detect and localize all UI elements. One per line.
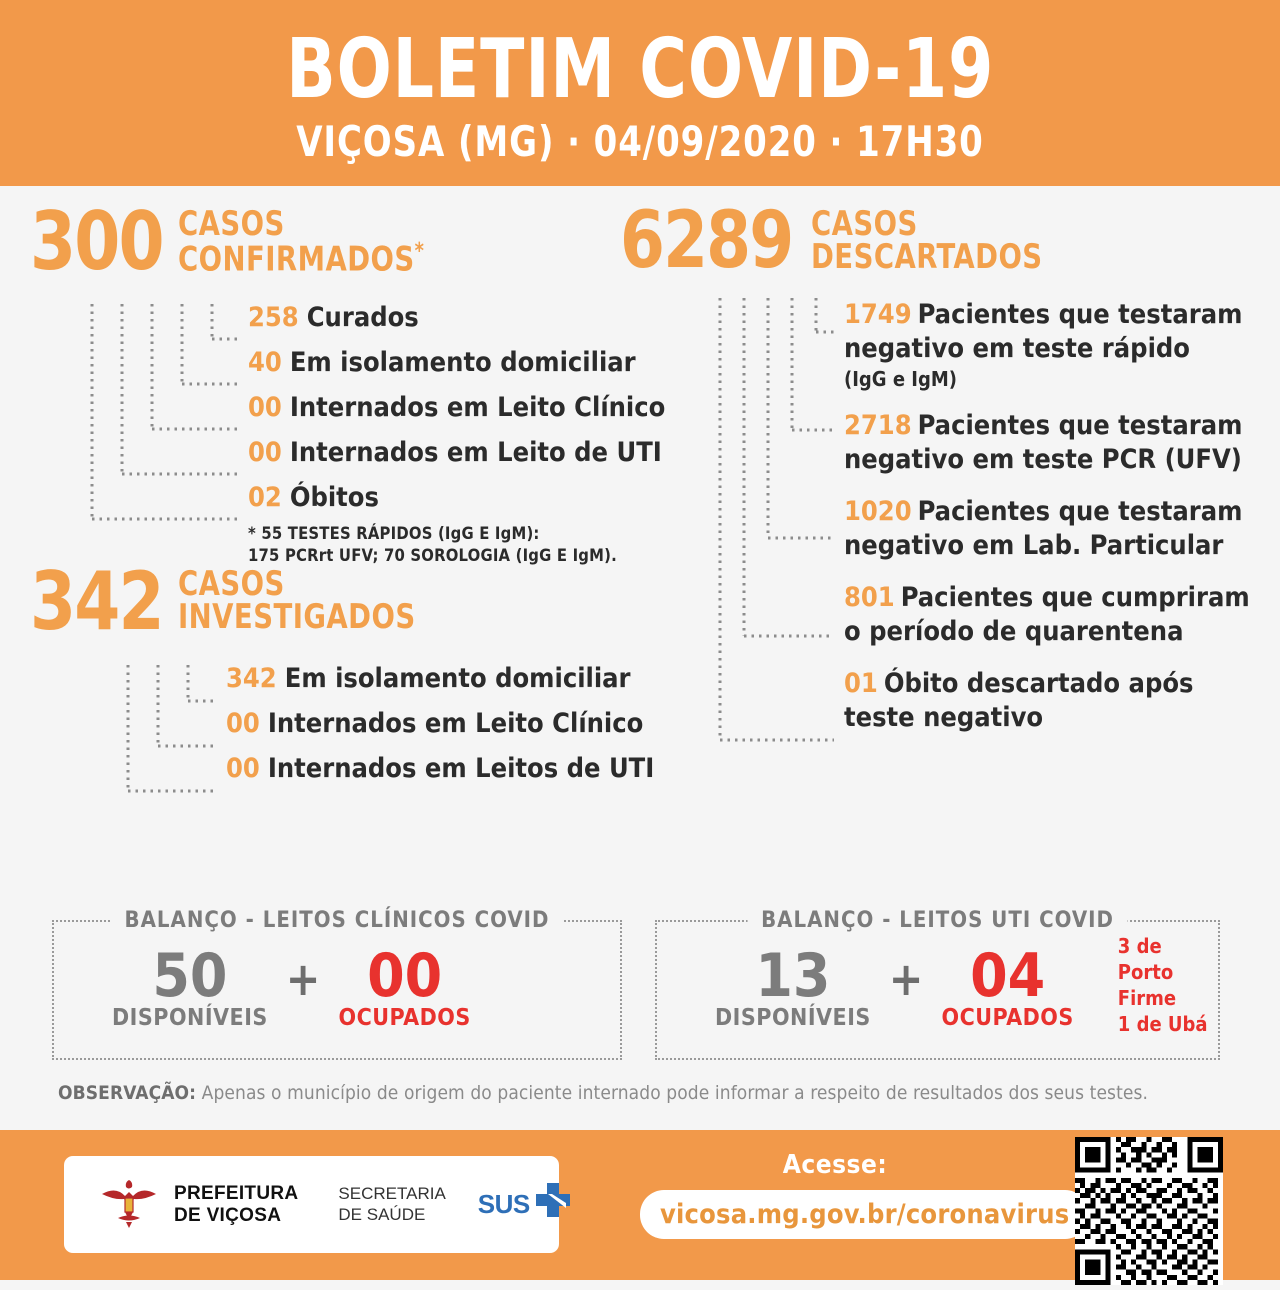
uti-available-label: DISPONÍVEIS [715,1005,871,1031]
item-label: Pacientes que testaram negativo em teste PCR (UFV) [844,410,1243,476]
observation-text: Apenas o município de origem do paciente internado pode informar a respeito de resultados dos seus testes. [196,1082,1149,1104]
list-item [248,392,666,423]
plus-sign: + [285,952,321,1006]
investigated-label-line2: INVESTIGADOS [178,597,416,638]
item-number: 40 [248,347,282,378]
item-label: Pacientes que cumpriram o período de quarentena [844,582,1250,648]
item-label: Internados em Leito Clínico [289,392,666,423]
website-url[interactable]: vicosa.mg.gov.br/coronavirus [660,1199,1070,1230]
list-item [248,304,630,331]
discarded-label-line2: DESCARTADOS [811,237,1043,278]
balance-uti-row [657,922,1218,1058]
clinic-occupied-label: OCUPADOS [338,1005,471,1031]
balance-clinic-row [54,922,620,1058]
sus-text: SUS [477,1189,530,1219]
item-label: Óbito descartado após teste negativo [844,667,1194,733]
list-item [844,581,1260,649]
item-number: 00 [248,437,282,468]
confirmed-label-line1: CASOS [178,204,286,244]
left-column [30,195,666,825]
list-item [248,484,630,511]
vicosa-coat-of-arms-icon [98,1176,160,1234]
item-number: 342 [226,663,277,694]
list-item [248,347,636,378]
website-callout [640,1150,1070,1239]
discarded-heading [620,196,1260,286]
uti-note-line-2: 1 de Ubá [1117,1012,1208,1036]
prefeitura-label [174,1183,298,1226]
item-label: Pacientes que testaram negativo em Lab. Particular [844,496,1243,562]
confirmed-asterisk: * [414,239,425,265]
list-item [226,753,655,784]
list-item [248,437,662,468]
balance-clinic-beds-box [52,908,622,1060]
list-item [844,409,1260,477]
clinic-available [112,941,268,1031]
uti-origin-note [1118,933,1218,1037]
discarded-bracket-lines [620,298,880,858]
uti-occupied [941,941,1074,1031]
list-item [844,667,1260,735]
secretaria-line-1: SECRETARIA [338,1184,446,1204]
item-number: 02 [248,482,282,513]
website-url-pill[interactable] [640,1190,1089,1239]
balance-uti-beds-box [655,908,1220,1060]
acesse-label: Acesse: [782,1150,888,1180]
investigated-label [178,564,416,638]
balance-clinic-title: BALANÇO - LEITOS CLÍNICOS COVID [111,908,564,933]
sus-logo [478,1181,574,1228]
footnote-line-1: * 55 TESTES RÁPIDOS (IgG E IgM): [248,524,540,543]
uti-occupied-label: OCUPADOS [941,1005,1074,1031]
footnote-line-2: 175 PCRrt UFV; 70 SOROLOGIA (IgG E IgM). [248,546,617,566]
confirmed-label [178,204,425,280]
page-header [0,0,1280,186]
item-label: Em isolamento domiciliar [284,663,631,694]
item-number: 258 [248,302,299,333]
investigated-total: 342 [30,555,163,648]
qr-code[interactable] [1075,1137,1223,1285]
item-sublabel: (IgG e IgM) [844,366,957,391]
confirmed-label-line2: CONFIRMADOS [178,239,415,280]
clinic-available-label: DISPONÍVEIS [112,1005,268,1031]
list-item [226,708,644,739]
list-item [844,298,1260,391]
confirmed-footnote [248,523,630,568]
clinic-occupied [338,941,471,1031]
right-column [620,196,1260,858]
item-number: 00 [226,708,260,739]
investigated-branch [30,663,655,825]
confirmed-branch [30,302,666,566]
investigated-label-line1: CASOS [178,564,286,604]
prefeitura-line-1: PREFEITURA [174,1183,299,1205]
discarded-items [844,298,1260,735]
item-label: Internados em Leito Clínico [267,708,644,739]
item-number: 1749 [844,299,912,331]
item-number: 00 [248,392,282,423]
list-item [844,495,1260,563]
secretaria-line-2: DE SAÚDE [338,1204,426,1224]
confirmed-total: 300 [30,195,163,288]
observation-note [58,1082,1238,1104]
item-label: Óbitos [289,482,379,513]
confirmed-cases-block [30,195,666,566]
list-item [226,665,630,692]
item-number: 2718 [844,410,912,442]
item-label: Internados em Leito de UTI [289,437,662,468]
clinic-occupied-value: 00 [367,941,443,1011]
confirmed-items [248,302,666,568]
item-label: Internados em Leitos de UTI [267,753,655,784]
page-subtitle: VIÇOSA (MG) · 04/09/2020 · 17H30 [296,117,984,166]
item-number: 00 [226,753,260,784]
balance-uti-title: BALANÇO - LEITOS UTI COVID [747,908,1128,933]
confirmed-heading [30,195,630,288]
uti-available [715,941,871,1031]
item-number: 801 [844,582,895,614]
item-label: Curados [306,302,419,333]
prefeitura-line-2: DE VIÇOSA [174,1204,282,1226]
clinic-available-value: 50 [152,941,228,1011]
discarded-branch [620,298,1260,858]
confirmed-label-line2-row [178,239,425,280]
discarded-label [811,204,1043,278]
item-number: 1020 [844,496,912,528]
discarded-label-line1: CASOS [811,204,919,244]
uti-occupied-value: 04 [970,941,1046,1011]
item-number: 01 [844,667,878,699]
discarded-total: 6289 [620,196,793,286]
secretaria-label [338,1184,445,1225]
observation-label: OBSERVAÇÃO: [58,1082,197,1104]
uti-note-line-1: 3 de Porto Firme [1117,934,1177,1010]
investigated-items [226,663,655,784]
sus-cross-icon [532,1181,574,1228]
page-title: BOLETIM COVID-19 [286,22,994,117]
institutional-logos [64,1156,559,1253]
item-label: Pacientes que testaram negativo em teste rápido [844,299,1243,365]
plus-sign: + [888,952,924,1006]
uti-available-value: 13 [755,941,831,1011]
item-label: Em isolamento domiciliar [289,347,636,378]
